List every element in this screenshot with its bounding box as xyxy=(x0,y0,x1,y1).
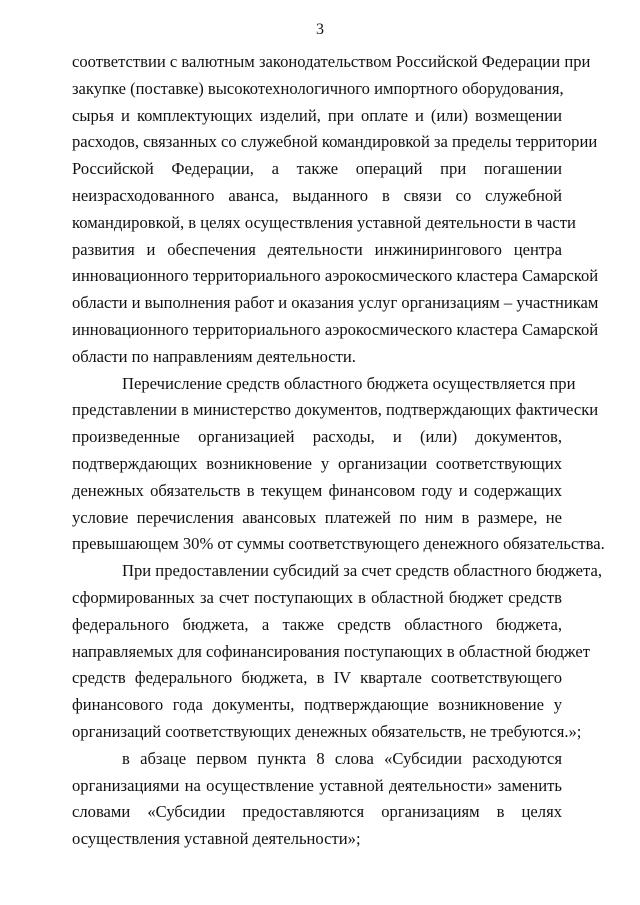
text-line: неизрасходованного аванса, выданного в связи со служебной xyxy=(72,185,562,205)
text-line: денежных обязательств в текущем финансовом году и содержащих xyxy=(72,480,562,500)
text-line: области и выполнения работ и оказания услуг организациям – участникам xyxy=(72,293,599,313)
paragraph xyxy=(72,49,599,371)
text-line: средств федерального бюджета, в IV квартале соответствующего xyxy=(72,668,562,688)
text-line: Перечисление средств областного бюджета осуществляется при xyxy=(122,373,576,393)
text-line: произведенные организацией расходы, и (или) документов, xyxy=(72,427,562,447)
text-line: сформированных за счет поступающих в областной бюджет средств xyxy=(72,587,562,607)
paragraph xyxy=(72,371,605,559)
text-line: Российской Федерации, а также операций при погашении xyxy=(72,159,562,179)
text-line: командировкой, в целях осуществления уставной деятельности в части xyxy=(72,212,576,232)
text-line: осуществления уставной деятельности»; xyxy=(72,829,361,849)
text-line: условие перечисления авансовых платежей по ним в размере, не xyxy=(72,507,562,527)
text-line: финансового года документы, подтверждающие возникновение у xyxy=(72,695,562,715)
text-line: соответствии с валютным законодательством Российской Федерации при xyxy=(72,52,591,71)
text-line: организациями на осуществление уставной деятельности» заменить xyxy=(72,775,562,795)
text-line: представлении в министерство документов, подтверждающих фактически xyxy=(72,400,599,420)
text-line: словами «Субсидии предоставляются организациям в целях xyxy=(72,802,562,822)
text-line: сырья и комплектующих изделий, при оплате и (или) возмещении xyxy=(72,105,562,125)
text-line: При предоставлении субсидий за счет средств областного бюджета, xyxy=(122,561,602,581)
text-line: инновационного территориального аэрокосмического кластера Самарской xyxy=(72,319,599,339)
text-line: инновационного территориального аэрокосмического кластера Самарской xyxy=(72,266,599,286)
text-line: области по направлениям деятельности. xyxy=(72,346,356,366)
text-line: превышающем 30% от суммы соответствующего денежного обязательства. xyxy=(72,534,605,554)
paragraph xyxy=(72,558,602,746)
paragraph xyxy=(72,746,562,853)
text-line: расходов, связанных со служебной командировкой за пределы территории xyxy=(72,132,598,152)
text-line: подтверждающих возникновение у организации соответствующих xyxy=(72,453,562,473)
page-number: 3 xyxy=(316,21,324,38)
text-line: в абзаце первом пункта 8 слова «Субсидии расходуются xyxy=(122,748,562,768)
text-line: развития и обеспечения деятельности инжинирингового центра xyxy=(72,239,562,259)
text-line: организаций соответствующих денежных обязательств, не требуются.»; xyxy=(72,721,582,741)
document-body xyxy=(72,49,605,853)
text-line: направляемых для софинансирования поступающих в областной бюджет xyxy=(72,641,590,661)
text-line: закупке (поставке) высокотехнологичного импортного оборудования, xyxy=(72,78,564,98)
text-line: федерального бюджета, а также средств областного бюджета, xyxy=(72,614,562,634)
